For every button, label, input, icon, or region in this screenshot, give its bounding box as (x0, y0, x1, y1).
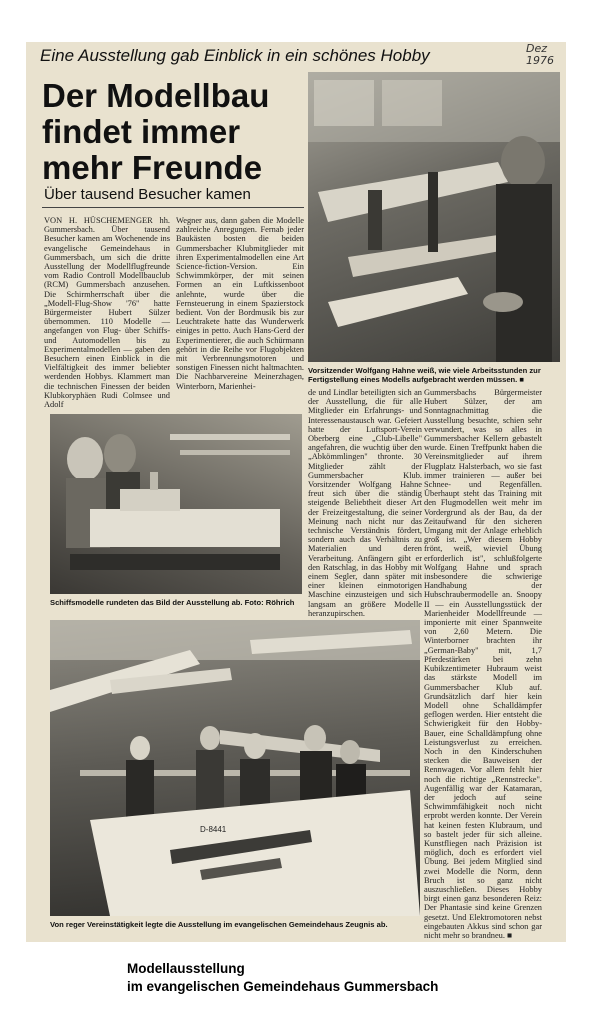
article-column-1: VON H. HÜSCHEMENGER hh. Gummersbach. Über tausend Besucher kamen am Wochenende ins evangelische Gemeindehaus in Gummersbach, um sich die dritte Ausstellung der Modellflugfreunde vom Radio Controll Modellbauclub (RCM) Gummersbach anzusehen. Die Schirmherrschaft über die „Modell-Flug-Show '76" hatte Bürgermeister Hubert Sülzer übernommen. 110 Modelle — angefangen von Flug- über Schiffs- und Automodellen bis zu Experimentalmodellen — gaben den Besuchern einen Einblick in die Vielfältigkeit des immer beliebter werdenden Hobbys. Klammert man die technischen Finessen der beiden Klubkoryphäen Rudi Colmsee und Adolf (44, 216, 170, 410)
handwritten-date-note: Dez 1976 (526, 42, 554, 67)
article-column-4: Gummersbachs Bürgermeister Hubert Sülzer, der am Sonntagnachmittag die Ausstellung besuchte, schien sehr verwundert, was so alles in Gummersbacher Kellern gebastelt wurde. Einen Treffpunkt haben die Vereinsmitglieder auf ihrem Flugplatz Halsterbach, wo sie fast immer trainieren — außer bei Schnee- und Regenfällen. Überhaupt steht das Training mit den Flugmodellen weit mehr im Vordergrund als der Bau, da der Zeitaufwand für den sicheren Umgang mit der Anlage erheblich groß ist. „Wer diesem Hobby frönt, weiß, wieviel Übung erforderlich ist", schlußfolgerte Wolfgang Hahne und sprach insbesondere die schwierige Handhabung der Hubschraubermodelle an. Snoopy II — ein Ausstellungsstück der Marienheider Modellfreunde — imponierte mit einer Spannweite von 2,60 Metern. Die Winterborner brachten ihr „German-Baby" mit, 1,7 Pferdestärken bei zehn Kubikzentimeter Hubraum weist das stärkste Modell im Gummersbacher Klub auf. Grundsätzlich darf hier kein Modell ohne Schalldämpfer geflogen werden. Hier entsteht die Schwierigkeit für den Hobby-Bauer, eine Schalldämpfung ohne Leistungsverlust zu erreichen. Noch in den Kinderschuhen stecken die Bauweisen der Rennwagen. Vor allem fehlt hier noch die richtige „Rennstrecke". Augenfällig war der Katamaran, der jedoch auf seine Schwimmfähigkeit noch nicht erprobt werden konnte. Der Verein hat keinen festen Klubraum, und so bastelt jeder für sich alleine. Kunstfliegen nach Präzision ist möglich, doch es erfordert viel Übung. Bei jedem Mitglied sind zwei Modelle die Norm, denn Bruch ist so ganz nicht auszuschließen. Dieses Hobby birgt einen ganz besonderen Reiz: Der Phantasie sind keine Grenzen gesetzt. Und Elektromotoren nebst eingebauten Akkus sind schon gar nicht mehr so brandneu. ■ (424, 388, 542, 940)
footer-line-2: im evangelischen Gemeindehaus Gummersbach (127, 979, 439, 994)
photo3-caption: Von reger Vereinstätigkeit legte die Ausstellung im evangelischen Gemeindehaus Zeugnis ab. (50, 920, 388, 929)
article-column-2: Wegner aus, dann gaben die Modelle zahlreiche Anregungen. Fernab jeder Baukästen bosten die beiden Gummersbacher Klubmitglieder mit ihren Experimentalmodellen eine Art Science-fiction-Version. Ein Schwimmkörper, der mit seinen Formen an ein Luftkissenboot anlehnte, wurde über die Fernsteuerung in einem Spazierstock bedient. Von der Bordmusik bis zur Leuchtrakete hatte das Wunderwerk einiges in petto. Auch Hans-Gerd der Experimentierer, die auch Schürmann gehört in die Reihe vor Flugobjekten mit Verbrennungsmotoren und sonstigen Finessen nicht haltmachten. Die Nachbarvereine Meinerzhagen, Winterborn, Marienhei- (176, 216, 304, 391)
photo-ship-models-graphic (50, 414, 302, 594)
article-column-3: de und Lindlar beteiligten sich an der Ausstellung, die für alle Mitglieder ein Erfahrungs- und Interessenaustausch war. Gefeiert hatte der Luftsport-Verein Oberberg eine „Club-Libelle" angefahren, die wuchtig über den „Abkömmlingen" thronte. 30 Mitglieder zählt der Gummersbacher Klub. Vorsitzender Wolfgang Hahne freut sich über die ständig steigende Beliebtheit dieser Art der Freizeitgestaltung, die seiner Meinung nach nicht nur das technische Verständnis fördert, sondern auch das Verhältnis zu Materialien und deren Verarbeitung. Anfängern gibt er den Ratschlag, in das Hobby mit einem Segler, dann später mit einer kleinen einmotorigen Maschine einzusteigen und sich langsam an größere Modelle heranzupirschen. (308, 388, 422, 618)
document-footer (127, 960, 438, 996)
photo-exhibition-visitors-graphic (50, 620, 420, 916)
photo-ship-models (50, 414, 302, 594)
footer-line-1: Modellausstellung (127, 961, 245, 976)
article-headline: Der Modellbau findet immer mehr Freunde (42, 77, 270, 186)
article-subheadline: Über tausend Besucher kamen (44, 186, 251, 203)
article-kicker: Eine Ausstellung gab Einblick in ein schönes Hobby (40, 46, 430, 65)
photo2-caption: Schiffsmodelle rundeten das Bild der Ausstellung ab. Foto: Röhrich (50, 598, 295, 607)
headline-divider (42, 207, 304, 208)
photo1-caption: Vorsitzender Wolfgang Hahne weiß, wie viele Arbeitsstunden zur Fertigstellung eines Modells aufgebracht werden müssen. ■ (308, 366, 541, 384)
photo-model-aircraft-workshop (308, 72, 560, 362)
plane-registration-label: D-8441 (200, 825, 227, 834)
photo-model-aircraft-workshop-graphic (308, 72, 560, 362)
photo-exhibition-visitors (50, 620, 420, 916)
